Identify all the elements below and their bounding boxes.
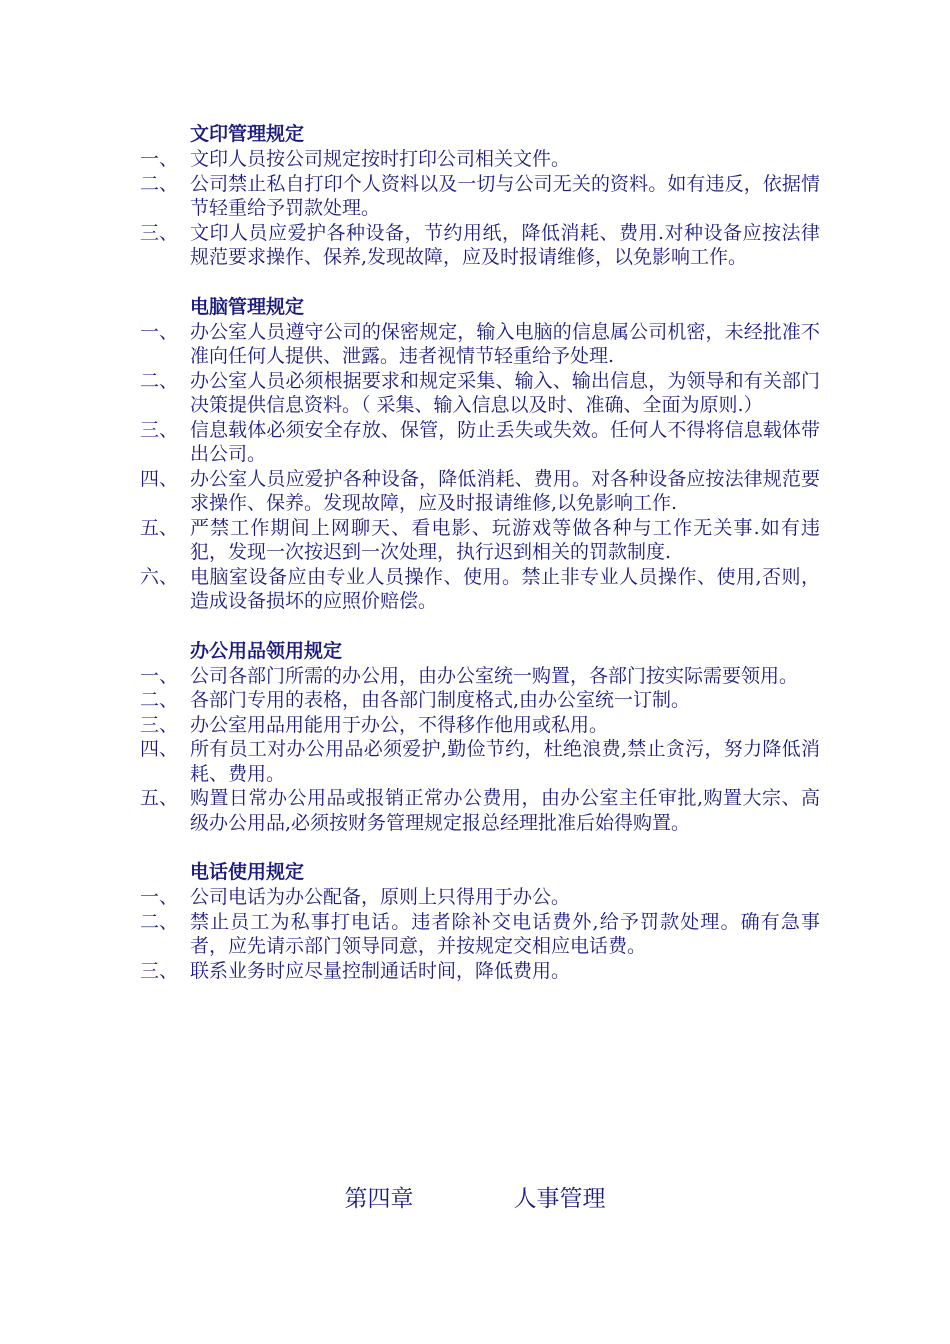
item-text: 公司禁止私自打印个人资料以及一切与公司无关的资料。如有违反，依据情节轻重给予罚款处理。 xyxy=(190,172,820,219)
item-text: 所有员工对办公用品必须爱护,勤俭节约，杜绝浪费,禁止贪污，努力降低消耗、费用。 xyxy=(190,738,820,785)
document-body xyxy=(140,122,820,1008)
list-item xyxy=(140,221,820,270)
chapter-heading xyxy=(0,1180,950,1213)
list-item xyxy=(140,688,820,713)
item-text: 办公室人员应爱护各种设备，降低消耗、费用。对各种设备应按法律规范要求操作、保养。发现故障，应及时报请维修,以免影响工作. xyxy=(190,467,820,514)
section-title: 办公用品领用规定 xyxy=(190,639,343,662)
list-item xyxy=(140,516,820,565)
list-item xyxy=(140,885,820,910)
item-text: 公司电话为办公配备，原则上只得用于办公。 xyxy=(190,886,571,908)
item-number: 三、 xyxy=(140,418,179,441)
section xyxy=(140,295,820,614)
list-item xyxy=(140,713,820,738)
section-title: 电脑管理规定 xyxy=(190,295,305,318)
list-item xyxy=(140,664,820,689)
list-item xyxy=(140,418,820,467)
section xyxy=(140,860,820,983)
item-text: 文印人员按公司规定按时打印公司相关文件。 xyxy=(190,148,571,170)
item-text: 办公室人员必须根据要求和规定采集、输入、输出信息，为领导和有关部门决策提供信息资料。（ 采集、输入信息以及时、准确、全面为原则.） xyxy=(190,369,820,416)
list-item xyxy=(140,910,820,959)
list-item xyxy=(140,172,820,221)
item-text: 办公室人员遵守公司的保密规定，输入电脑的信息属公司机密，未经批准不准向任何人提供、泄露。违者视情节轻重给予处理. xyxy=(190,320,820,367)
item-number: 三、 xyxy=(140,713,179,736)
list-item xyxy=(140,959,820,984)
list-item xyxy=(140,369,820,418)
item-number: 一、 xyxy=(140,664,179,687)
item-text: 联系业务时应尽量控制通话时间，降低费用。 xyxy=(190,959,571,982)
item-text: 办公室用品用能用于办公，不得移作他用或私用。 xyxy=(190,713,609,736)
item-text: 严禁工作期间上网聊天、看电影、玩游戏等做各种与工作无关事.如有违犯，发现一次按迟到一次处理，执行迟到相关的罚款制度. xyxy=(190,516,820,563)
list-item xyxy=(140,565,820,614)
item-number: 四、 xyxy=(140,467,179,490)
item-text: 文印人员应爱护各种设备，节约用纸，降低消耗、费用.对种设备应按法律规范要求操作、保养,发现故障，应及时报请维修，以免影响工作。 xyxy=(190,221,820,268)
item-number: 四、 xyxy=(140,738,179,760)
item-text: 各部门专用的表格，由各部门制度格式,由办公室统一订制。 xyxy=(190,689,691,711)
item-number: 三、 xyxy=(140,221,179,244)
item-number: 五、 xyxy=(140,516,179,539)
section xyxy=(140,122,820,270)
section xyxy=(140,639,820,836)
item-number: 二、 xyxy=(140,369,179,392)
item-number: 一、 xyxy=(140,148,179,170)
item-text: 公司各部门所需的办公用，由办公室统一购置，各部门按实际需要领用。 xyxy=(190,664,799,687)
item-number: 二、 xyxy=(140,689,179,711)
list-item xyxy=(140,320,820,369)
item-number: 二、 xyxy=(140,910,179,933)
item-text: 信息载体必须安全存放、保管，防止丢失或失效。任何人不得将信息载体带出公司。 xyxy=(190,418,820,465)
list-item xyxy=(140,147,820,172)
chapter-number: 第四章 xyxy=(344,1186,414,1212)
item-text: 禁止员工为私事打电话。违者除补交电话费外,给予罚款处理。确有急事者，应先请示部门领导同意，并按规定交相应电话费。 xyxy=(190,910,820,957)
list-item xyxy=(140,467,820,516)
item-text: 购置日常办公用品或报销正常办公费用，由办公室主任审批,购置大宗、高级办公用品,必须按财务管理规定报总经理批准后始得购置。 xyxy=(190,787,820,834)
chapter-title: 人事管理 xyxy=(513,1186,606,1212)
list-item xyxy=(140,786,820,835)
item-text: 电脑室设备应由专业人员操作、使用。禁止非专业人员操作、使用,否则，造成设备损坏的应照价赔偿。 xyxy=(190,565,820,612)
list-item xyxy=(140,737,820,786)
item-number: 一、 xyxy=(140,886,179,908)
section-title: 电话使用规定 xyxy=(190,861,305,883)
item-number: 二、 xyxy=(140,172,179,195)
item-number: 五、 xyxy=(140,787,179,809)
item-number: 一、 xyxy=(140,320,179,343)
item-number: 六、 xyxy=(140,565,179,588)
section-title: 文印管理规定 xyxy=(190,123,305,145)
item-number: 三、 xyxy=(140,959,179,982)
